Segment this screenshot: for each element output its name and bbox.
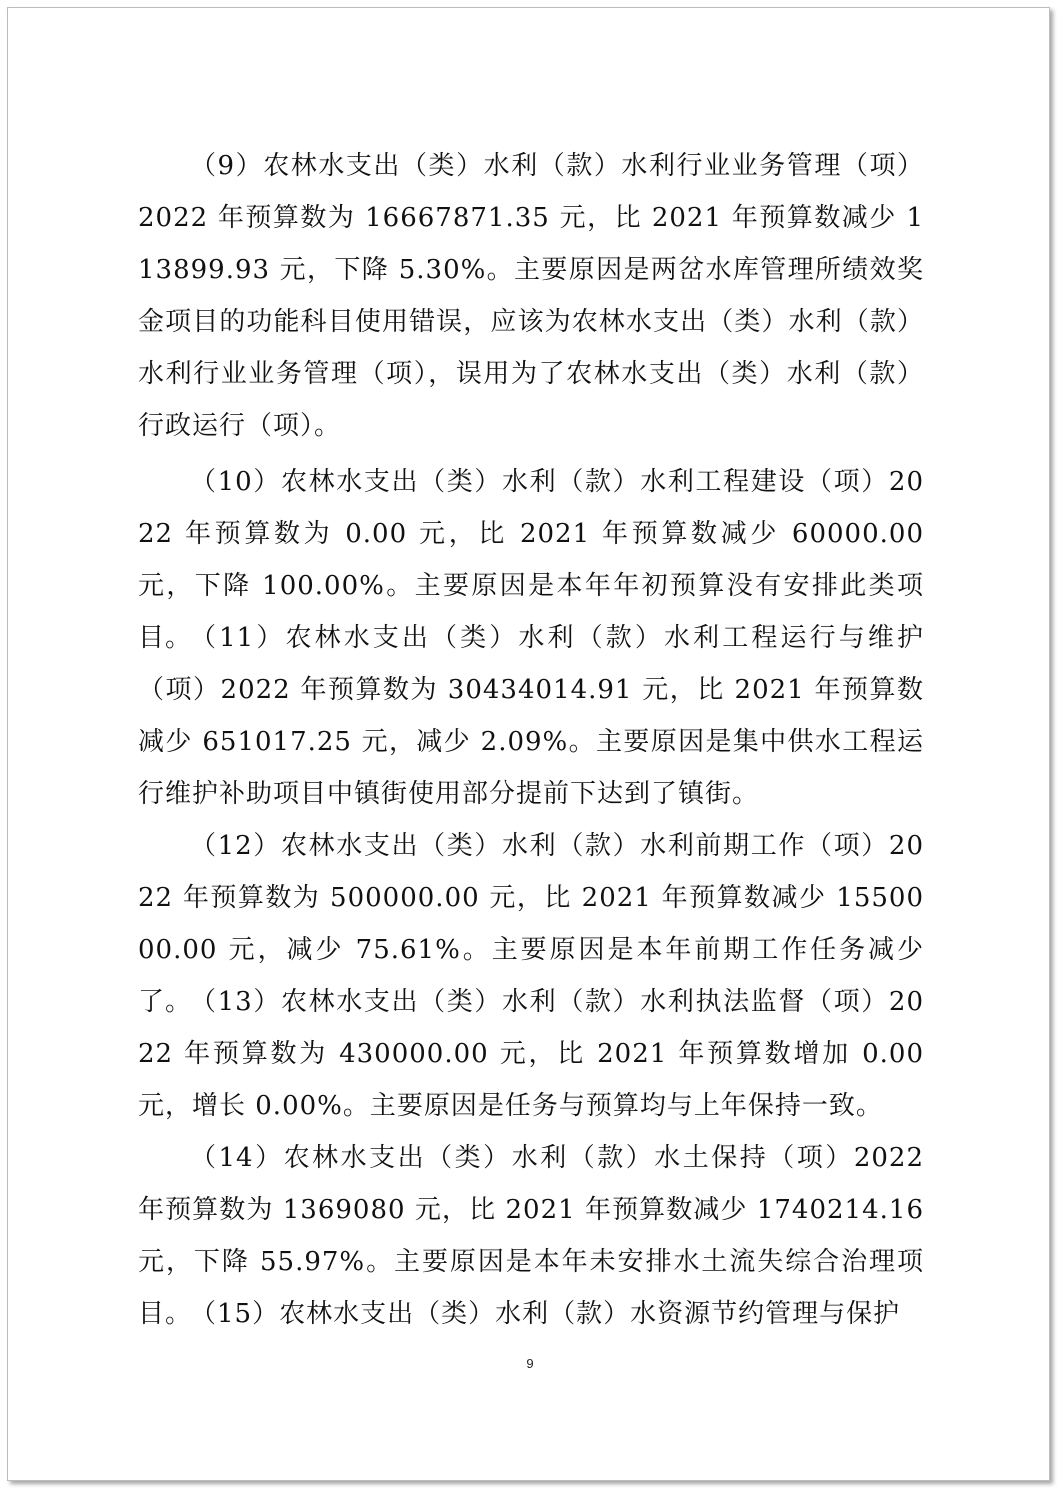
paragraph-14: （14）农林水支出（类）水利（款）水土保持（项）2022 年预算数为 1369080 元，比 2021 年预算数减少 1740214.16 元，下降 55.97%。主要原因是本年未安排水土流失综合治理项目。 [138,1143,924,1329]
paragraph-15: （15）农林水支出（类）水利（款）水资源节约管理与保护 [190,1299,901,1329]
paragraph-13: （13）农林水支出（类）水利（款）水利执法监督（项）2022 年预算数为 430000.00 元，比 2021 年预算数增加 0.00 元，增长 0.00%。主要原因是任务与预算均与上年保持一致。 [138,987,924,1121]
paragraph-11: （11）农林水支出（类）水利（款）水利工程运行与维护（项）2022 年预算数为 30434014.91 元，比 2021 年预算数减少 651017.25 元，减少 2.09%。主要原因是集中供水工程运行维护补助项目中镇街使用部分提前下达到了镇街。 [138,623,924,809]
paragraph-10: （10）农林水支出（类）水利（款）水利工程建设（项）2022 年预算数为 0.00 元，比 2021 年预算数减少 60000.00 元，下降 100.00%。主要原因是本年年初预算没有安排此类项目。 [138,467,924,653]
paragraph-9: （9）农林水支出（类）水利（款）水利行业业务管理（项）2022 年预算数为 16667871.35 元，比 2021 年预算数减少 113899.93 元，下降 5.30%。主要原因是两岔水库管理所绩效奖金项目的功能科目使用错误，应该为农林水支出（类）水利（款）水利行业业务管理（项），误用为了农林水支出（类）水利（款）行政运行（项）。 [138,151,924,441]
paragraph-12: （12）农林水支出（类）水利（款）水利前期工作（项）2022 年预算数为 500000.00 元，比 2021 年预算数减少 1550000.00 元，减少 75.61%。主要原因是本年前期工作任务减少了。 [138,831,924,1017]
page-number: 9 [526,1356,534,1371]
